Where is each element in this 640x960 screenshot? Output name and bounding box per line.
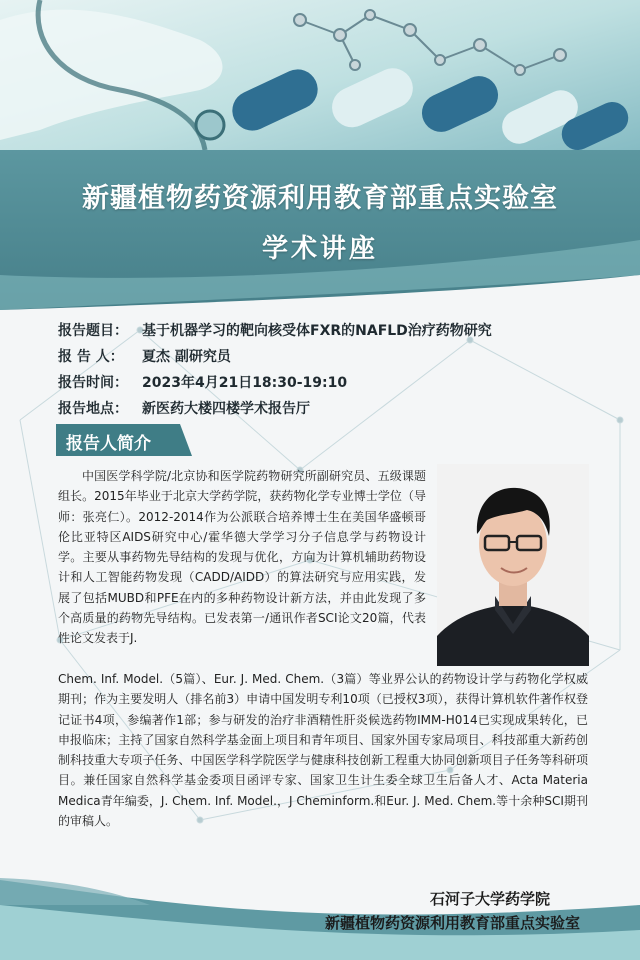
place-value: 新医药大楼四楼学术报告厅 xyxy=(142,401,310,417)
bio-paragraph-2: Chem. Inf. Model.（5篇）、Eur. J. Med. Chem.（3篇）等业界公认的药物设计学与药物化学权威期刊；作为主要发明人（排名前3）申请中国发明专利10项（已授权3项），获得计算机软件著作权登记证书4项，参编著作1部；参与研发的治疗非酒精性肝炎候选药物IMM-H014已实现成果转化，已申报临床；主持了国家自然科学基金面上项目和青年项目、国家外国专家局项目、科技部重大新药创制科技重大专项子任务、中国医学科学院医学与健康科技创新工程重大协同创新项目子任务等科研项目。兼任国家自然科学基金委项目函评专家、国家卫生计生委全球卫生后备人才、Acta Materia Medica青年编委，J. Chem. Inf. Model.，J Cheminform.和Eur. J. Med. Chem.等十余种SCI期刊的审稿人。 xyxy=(58,672,588,829)
time-value: 2023年4月21日18:30-19:10 xyxy=(142,375,348,391)
bio-section-heading: 报告人简介 xyxy=(66,434,151,454)
topic-label: 报告题目： xyxy=(58,323,128,339)
time-label: 报告时间： xyxy=(58,375,128,391)
place-label: 报告地点： xyxy=(58,401,128,417)
speaker-value: 夏杰 副研究员 xyxy=(142,349,231,365)
info-time-row xyxy=(58,372,347,392)
footer-organization-1: 石河子大学药学院 xyxy=(429,890,550,908)
bottom-left-wave xyxy=(0,878,150,905)
topic-value: 基于机器学习的靶向核受体FXR的NAFLD治疗药物研究 xyxy=(142,323,492,339)
footer-organization-2: 新疆植物药资源利用教育部重点实验室 xyxy=(324,914,580,932)
page-subtitle: 学术讲座 xyxy=(261,234,378,264)
bio-paragraph-1: 中国医学科学院/北京协和医学院药物研究所副研究员、五级课题组长。2015年毕业于北京大学药学院，获药物化学专业博士学位（导师：张亮仁）。2012-2014作为公派联合培养博士生在美国华盛顿哥伦比亚特区AIDS研究中心/霍华德大学学习分子信息学与药物设计学。主要从事药物先导结构的发现与优化，方向为计算机辅助药物设计和人工智能药物发现（CADD/AIDD）的算法研究与应用实践，发展了包括MUBD和PFE在内的多种药物设计新方法，并由此发现了多个高质量的药物先导结构。已发表第一/通讯作者SCI论文20篇，代表性论文发表于J. xyxy=(58,469,426,646)
speaker-portrait xyxy=(437,464,589,666)
stethoscope-head xyxy=(196,111,224,139)
page-title: 新疆植物药资源利用教育部重点实验室 xyxy=(82,183,558,214)
speaker-label: 报 告 人： xyxy=(58,349,124,365)
info-place-row xyxy=(58,398,310,418)
bio-section-tab xyxy=(56,424,192,456)
info-topic-row xyxy=(58,320,492,340)
speaker-photo xyxy=(437,464,589,666)
info-speaker-row xyxy=(58,346,231,366)
